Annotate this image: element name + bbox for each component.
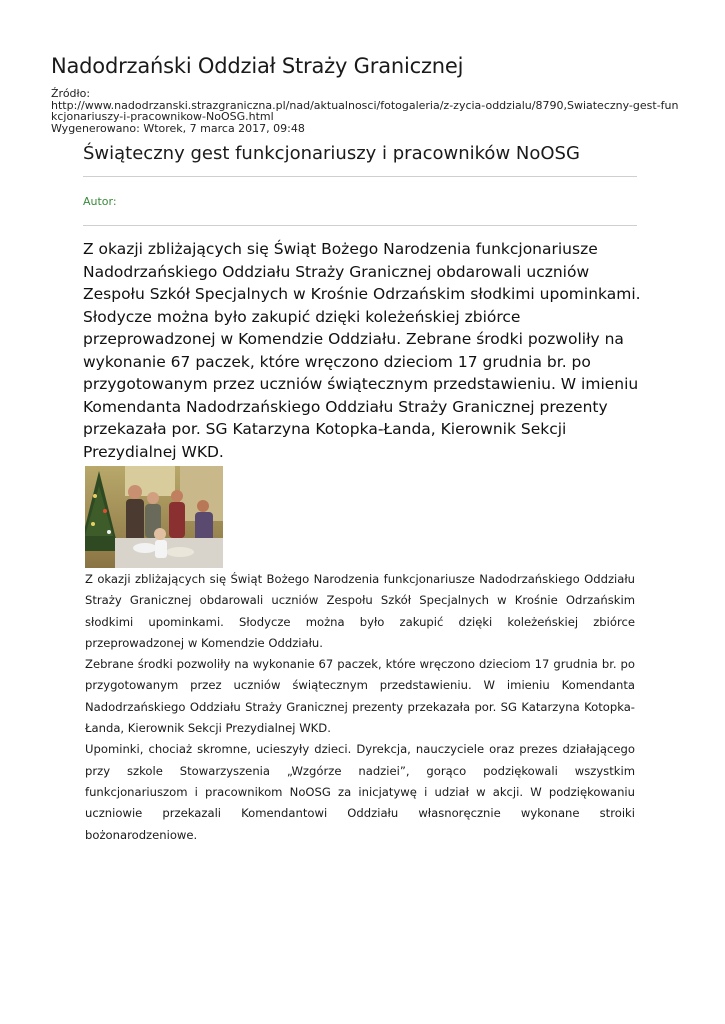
divider-bottom — [83, 225, 637, 226]
author-label: Autor: — [83, 195, 117, 208]
body-paragraph: Upominki, chociaż skromne, ucieszyły dzieci. Dyrekcja, nauczyciele oraz prezes działającego przy szkole Stowarzyszenia „Wzgórze nadziei”, gorąco podziękowali wszystkim funkcjonariuszom i pracownikom NoOSG za inicjatywę i udział w akcji. W podziękowaniu uczniowie przekazali Komendantowi Oddziału własnoręcznie wykonane stroiki bożonarodzeniowe. — [85, 742, 635, 842]
article-body — [85, 569, 635, 846]
source-url[interactable]: http://www.nadodrzanski.strazgraniczna.pl/nad/aktualnosci/fotogaleria/z-zycia-oddzialu/8790,Swiateczny-gest-funkcjonariuszy-i-pracownikow-NoOSG.html — [51, 98, 679, 123]
article-photo[interactable] — [85, 466, 223, 568]
source-meta — [51, 88, 681, 134]
body-paragraph: Zebrane środki pozwoliły na wykonanie 67 paczek, które wręczono dzieciom 17 grudnia br. po przygotowanym przez uczniów świątecznym przedstawieniu. W imieniu Komendanta Nadodrzańskiego Oddziału Straży Granicznej prezenty przekazała por. SG Katarzyna Kotopka-Łanda, Kierownik Sekcji Prezydialnej WKD. — [85, 657, 635, 736]
body-paragraph: Z okazji zbliżających się Świąt Bożego Narodzenia funkcjonariusze Nadodrzańskiego Oddziału Straży Granicznej obdarowali uczniów Zespołu Szkół Specjalnych w Krośnie Odrzańskim słodkimi upominkami. Słodycze można było zakupić dzięki koleżeńskiej zbiórce przeprowadzonej w Komendzie Oddziału. — [85, 572, 635, 650]
site-title: Nadodrzański Oddział Straży Granicznej — [51, 54, 464, 78]
article-lead: Z okazji zbliżających się Świąt Bożego Narodzenia funkcjonariusze Nadodrzańskiego Oddziału Straży Granicznej obdarowali uczniów Zespołu Szkół Specjalnych w Krośnie Odrzańskim słodkimi upominkami. Słodycze można było zakupić dzięki koleżeńskiej zbiórce przeprowadzonej w Komendzie Oddziału. Zebrane środki pozwoliły na wykonanie 67 paczek, które wręczono dzieciom 17 grudnia br. po przygotowanym przez uczniów świątecznym przedstawieniu. W imieniu Komendanta Nadodrzańskiego Oddziału Straży Granicznej prezenty przekazała por. SG Katarzyna Kotopka-Łanda, Kierownik Sekcji Prezydialnej WKD. — [83, 240, 641, 461]
divider-top — [83, 176, 637, 177]
source-label: Źródło: — [51, 87, 91, 100]
generated-date: Wygenerowano: Wtorek, 7 marca 2017, 09:48 — [51, 121, 305, 135]
article-title: Świąteczny gest funkcjonariuszy i pracowników NoOSG — [83, 143, 580, 164]
